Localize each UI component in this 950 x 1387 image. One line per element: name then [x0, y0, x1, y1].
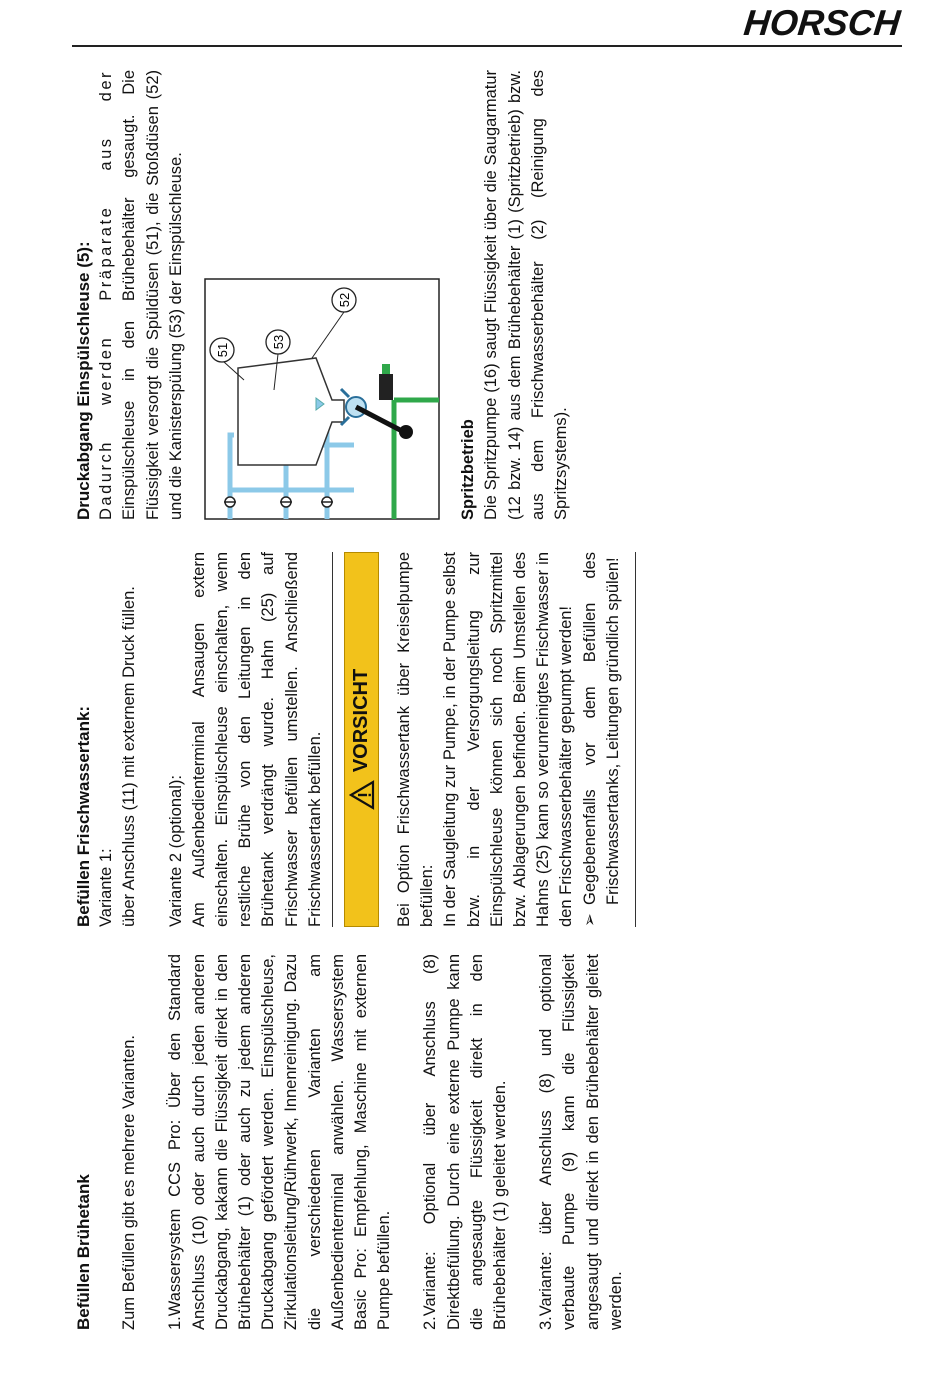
variante-2-text: Am Außenbedienterminal Ansaugen extern einschalten. Einspülschleuse einschalten, wenn restliche Brühe von den Leitungen in den Brühetank verdrängt wurde. Hahn (25) auf Frischwasser befüllen umstellen. Anschließend Frischwassertank befüllen. [189, 552, 324, 927]
horsch-logo: HORSCH [741, 2, 903, 43]
variant-2-text: 2.Variante: Optional über Anschluss (8) Direktbefüllung. Durch eine externe Pumpe kann die angesaugte Flüssigkeit direkt in den Brühebehälter (1) geleitet werden. [421, 954, 510, 1330]
variante-2-label: Variante 2 (optional): [166, 775, 185, 927]
caution-text-2: In der Saugleitung zur Pumpe, in der Pumpe selbst bzw. in der Versorgungsleitung zur Einspülschleuse können sich noch Spritzmittel bzw. Ablagerungen befinden. Beim Umstellen des Hahns (25) kann so verunreinigtes Frischwasser in den Frischwasserbehälter gepumpt werden! [441, 552, 576, 927]
caution-block [332, 552, 636, 927]
heading-druckabgang: Druckabgang Einspülschleuse (5): [74, 241, 93, 520]
caution-banner [344, 552, 379, 927]
arrow-bullet-icon: ➢ [580, 913, 599, 927]
callout-51: 51 [215, 342, 231, 358]
column-befuellen-bruehetank [72, 954, 628, 1330]
variante-1-text: über Anschluss (11) mit externem Druck füllen. [120, 586, 139, 927]
einspuelschleuse-diagram [204, 278, 440, 520]
caution-bottom-rule [635, 552, 636, 927]
column-befuellen-frischwassertank [72, 552, 636, 927]
caution-bullet-text: Gegebenenfalls vor dem Befüllen des Frischwassertanks, Leitungen gründlich spülen! [580, 552, 622, 905]
variante-1-label: Variante 1: [97, 848, 116, 927]
caution-text-1: Bei Option Frischwassertank über Kreiselpumpe befüllen: [395, 552, 437, 927]
intro-text: Zum Befüllen gibt es mehrere Varianten. [120, 1034, 139, 1330]
heading-spritzbetrieb: Spritzbetrieb [459, 419, 478, 520]
druckabgang-text: Einspülschleuse in den Brühebehälter gesaugt. Die Flüssigkeit versorgt die Spüldüsen (51), die Stoßdüsen (52) und die Kanisterspülung (53) der Einspülschleuse. [120, 70, 185, 520]
callout-53: 53 [271, 334, 287, 350]
column-druckabgang [72, 70, 573, 520]
caution-label: VORSICHT [349, 668, 372, 773]
heading-befuellen-frischwassertank: Befüllen Frischwassertank: [74, 705, 93, 927]
variant-1-text: 1.Wassersystem CCS Pro: Über den Standard Anschluss (10) oder auch durch jeden anderen Druckabgang, kakann die Flüssigkeit direkt in den Brühebehälter (1) oder auch zu jedem anderen Druckabgang gefördert werden. Einspülschleuse, Zirkulationsleitung/Rührwerk, Innenreinigung. Dazu die verschiedenen Varianten am Außenbedienterminal anwählen. Wassersystem Basic Pro: Empfehlung, Maschine mit externen Pumpe befüllen. [166, 954, 394, 1330]
variant-3-text: 3.Variante: über Anschluss (8) und optional verbaute Pumpe (9) kann die Flüssigkeit angesaugt und direkt in den Brühebehälter gleitet werden. [537, 954, 625, 1330]
callout-52: 52 [337, 292, 353, 308]
warning-triangle-icon [349, 780, 375, 810]
rotated-page-content [72, 30, 912, 1330]
heading-befuellen-bruehetank: Befüllen Brühetank [74, 1174, 93, 1330]
caution-bullet [579, 552, 625, 927]
druckabgang-line-1: Dadurch werden Präparate aus der [97, 70, 116, 520]
spritzbetrieb-text: Die Spritzpumpe (16) saugt Flüssigkeit über die Saugarmatur (12 bzw. 14) aus dem Brühebehälter (1) (Spritzbetrieb) bzw. aus dem Frischwasserbehälter (2) (Reinigung des Spritzsystems). [482, 70, 571, 520]
caution-top-rule [332, 552, 333, 927]
